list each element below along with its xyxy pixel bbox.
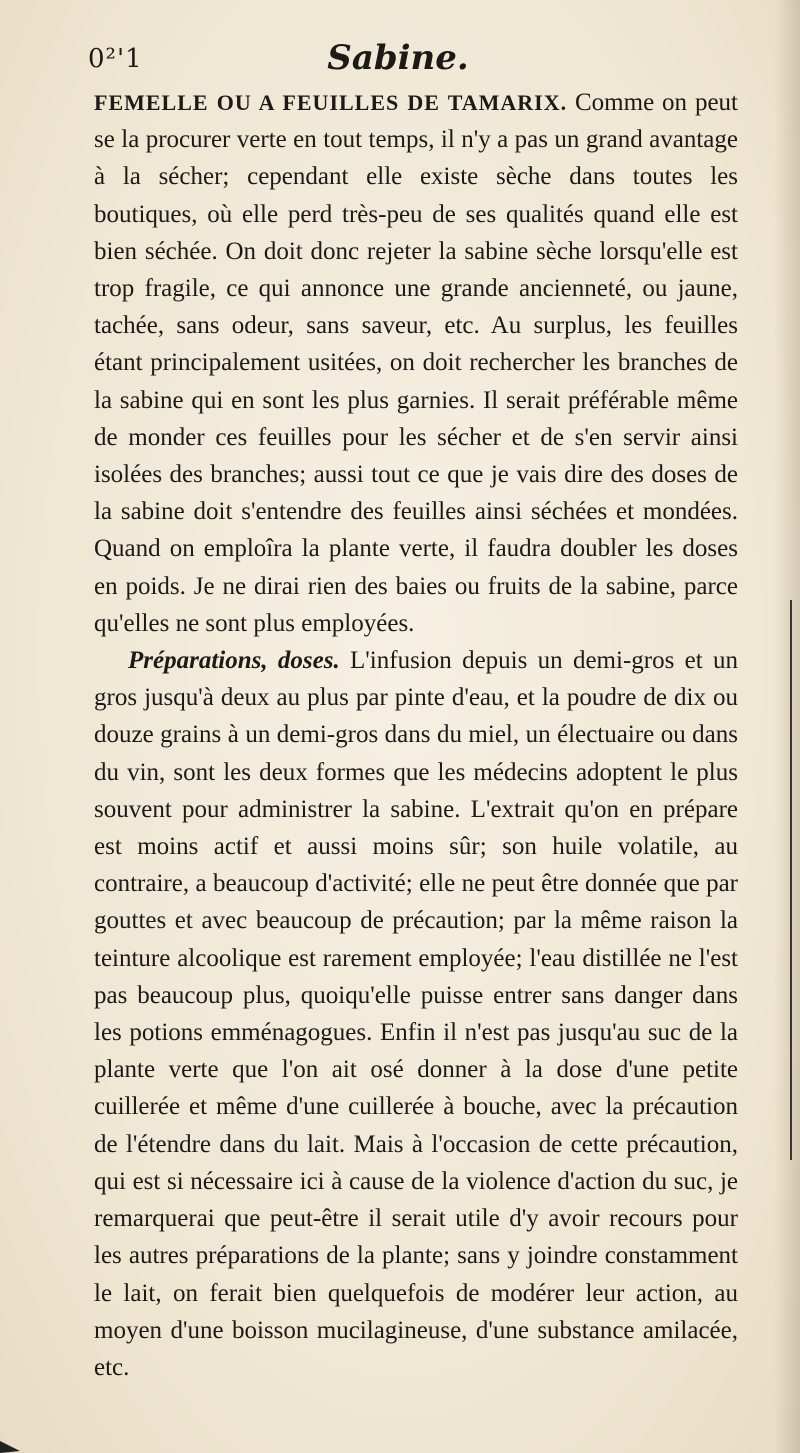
- spine-shadow: [774, 0, 800, 1453]
- paragraph-1-text: Comme on peut se la procurer verte en tout temps, il n'y a pas un grand avantage à la sécher; cependant elle existe sèche dans toutes les boutiques, où elle perd très-peu de ses qualités quand elle est bien séchée. On doit donc rejeter la sabine sèche lorsqu'elle est trop fragile, ce qui annonce une grande ancienneté, ou jaune, tachée, sans odeur, sans saveur, etc. Au surplus, les feuilles étant principalement usitées, on doit rechercher les branches de la sabine qui en sont les plus garnies. Il serait préférable même de monder ces feuilles pour les sécher et de s'en servir ainsi isolées des branches; aussi tout ce que je vais dire des doses de la sabine doit s'entendre des feuilles ainsi séchées et mondées. Quand on emploîra la plante verte, il faudra doubler les doses en poids. Je ne dirai rien des baies ou fruits de la sabine, parce qu'elles ne sont plus employées.: [94, 89, 738, 637]
- running-title: Sabine.: [327, 38, 469, 78]
- page-number: 0²'1: [88, 44, 143, 74]
- lead-smallcaps: FEMELLE OU A FEUILLES DE TAMARIX.: [94, 90, 568, 115]
- section-heading: Préparations, doses.: [128, 647, 340, 675]
- paragraph-2: [94, 642, 738, 1386]
- page-header: [88, 38, 708, 88]
- corner-scan-mark: [0, 1431, 34, 1453]
- paragraph-2-text: L'infusion depuis un demi-gros et un gros jusqu'à deux au plus par pinte d'eau, et la poudre de dix ou douze grains à un demi-gros dans du miel, un électuaire ou dans du vin, sont les deux formes que les médecins adoptent le plus souvent pour administrer la sabine. L'extrait qu'on en prépare est moins actif et aussi moins sûr; son huile volatile, au contraire, a beaucoup d'activité; elle ne peut être donnée que par gouttes et avec beaucoup de précaution; par la même raison la teinture alcoolique est rarement employée; l'eau distillée ne l'est pas beaucoup plus, quoiqu'elle puisse entrer sans danger dans les potions emménagogues. Enfin il n'est pas jusqu'au suc de la plante verte que l'on ait osé donner à la dose d'une petite cuillerée et même d'une cuillerée à bouche, avec la précaution de l'étendre dans du lait. Mais à l'occasion de cette précaution, qui est si nécessaire ici à cause de la violence d'action du suc, je remarquerai que peut-être il serait utile d'y avoir recours pour les autres préparations de la plante; sans y joindre constamment le lait, on ferait bien quelquefois de modérer leur action, au moyen d'une boisson mucilagineuse, d'une substance amilacée, etc.: [94, 647, 738, 1381]
- paragraph-1: [94, 84, 738, 642]
- body-text: [94, 84, 738, 1386]
- margin-line: [790, 600, 792, 1160]
